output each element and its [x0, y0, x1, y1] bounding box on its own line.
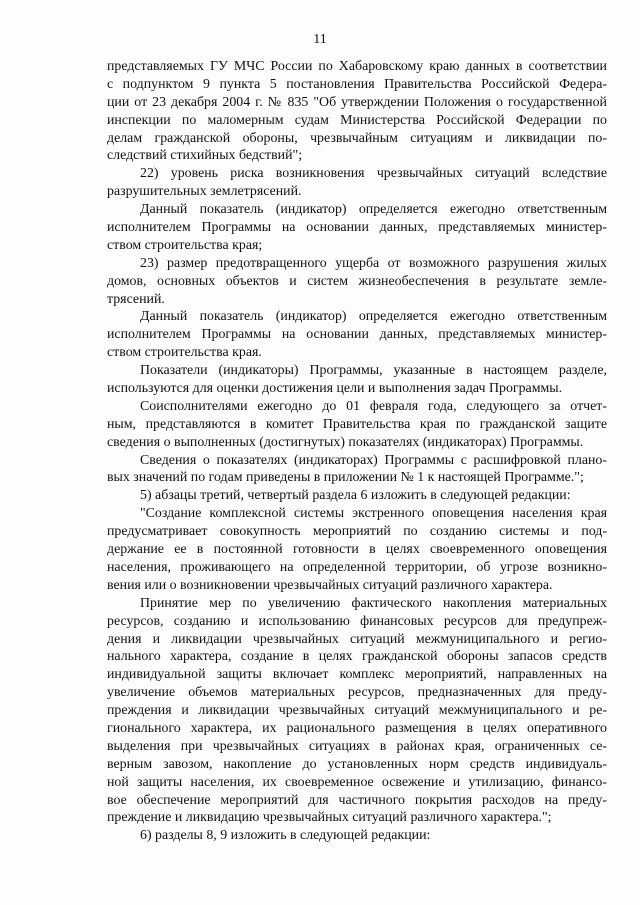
text-line: 23) размер предотвращенного ущерба от возможного разрушения жилых — [140, 255, 607, 271]
text-line: 6) разделы 8, 9 изложить в следующей редакции: — [140, 828, 431, 844]
text-line: "Создание комплексной системы экстренного оповещения населения края — [140, 506, 607, 522]
text-line: исполнителем Программы на основании данных, представляемых министер- — [107, 327, 607, 343]
text-line: Данный показатель (индикатор) определяется ежегодно ответственным — [140, 202, 607, 218]
page-number: 11 — [313, 32, 327, 47]
text-line: инспекции по маломерным судам Министерства Российской Федерации по — [107, 112, 607, 128]
text-line: вое обеспечение мероприятий для частичного покрытия расходов на преду- — [107, 792, 607, 808]
text-line: используются для оценки достижения цели и выполнения задач Программы. — [107, 381, 563, 397]
text-line: домов, основных объектов и систем жизнеобеспечения в результате земле- — [107, 273, 607, 289]
text-line: разрушительных землетрясений. — [107, 184, 302, 200]
text-line: с подпунктом 9 пункта 5 постановления Правительства Российской Федера- — [107, 76, 607, 92]
text-line: Данный показатель (индикатор) определяется ежегодно ответственным — [140, 309, 607, 325]
text-line: делам гражданской обороны, чрезвычайным ситуациям и ликвидации по- — [107, 130, 607, 146]
text-line: Принятие мер по увеличению фактического накопления материальных — [140, 595, 607, 611]
text-line: ным, представляются в комитет Правительства края по гражданской защите — [107, 416, 607, 432]
text-line: представляемых ГУ МЧС России по Хабаровскому краю данных в соответствии — [107, 59, 607, 74]
text-line: дения и ликвидации чрезвычайных ситуаций межмуниципального и регио- — [107, 631, 607, 647]
text-line: увеличение объемов материальных ресурсов, предназначенных для преду- — [107, 685, 607, 701]
text-line: следствий стихийных бедствий"; — [107, 148, 303, 164]
text-line: гионального характера, их рационального размещения в целях оперативного — [107, 720, 607, 736]
text-line: Соисполнителями ежегодно до 01 февраля года, следующего за отчет- — [140, 398, 607, 414]
text-line: трясений. — [107, 291, 165, 307]
text-line: сведения о выполненных (достигнутых) показателях (индикаторах) Программы. — [107, 434, 584, 450]
text-line: вения или о возникновении чрезвычайных ситуаций различного характера. — [107, 577, 553, 593]
text-line: исполнителем Программы на основании данных, представляемых министер- — [107, 220, 607, 236]
text-line: держание ее в постоянной готовности в целях своевременного оповещения — [107, 542, 607, 558]
text-line: преждения и ликвидации чрезвычайных ситуаций межмуниципального и ре- — [107, 703, 607, 719]
text-line: индивидуальной защиты включает комплекс мероприятий, направленных на — [107, 667, 607, 683]
text-line: Сведения о показателях (индикаторах) Программы с расшифровкой плано- — [140, 452, 607, 468]
text-line: ством строительства края; — [107, 237, 263, 253]
text-line: ной защиты населения, их своевременное освежение и утилизацию, финансо- — [107, 774, 607, 790]
text-line: Показатели (индикаторы) Программы, указанные в настоящем разделе, — [140, 363, 607, 379]
text-line: вых значений по годам приведены в приложении № 1 к настоящей Программе."; — [107, 470, 584, 486]
text-line: населения, проживающего на определенной территории, об угрозе возникно- — [107, 559, 607, 575]
text-line: предусматривает совокупность мероприятий по созданию системы и под- — [107, 524, 607, 540]
text-line: ресурсов, созданию и использованию финансовых ресурсов для предупреж- — [107, 613, 607, 629]
text-line: нального характера, создание в целях гражданской обороны запасов средств — [107, 649, 607, 665]
text-line: преждение и ликвидацию чрезвычайных ситуаций различного характера."; — [107, 810, 552, 826]
text-line: 5) абзацы третий, четвертый раздела 6 изложить в следующей редакции: — [140, 488, 571, 504]
text-line: ством строительства края. — [107, 345, 262, 361]
text-line: верным завозом, накопление до установленных норм средств индивидуаль- — [107, 756, 607, 772]
text-line: 22) уровень риска возникновения чрезвычайных ситуаций вследствие — [140, 166, 607, 182]
text-line: выделения при чрезвычайных ситуациях в районах края, ограниченных се- — [107, 738, 607, 754]
text-line: ции от 23 декабря 2004 г. № 835 "Об утверждении Положения о государственной — [107, 94, 607, 110]
document-body — [107, 58, 607, 845]
